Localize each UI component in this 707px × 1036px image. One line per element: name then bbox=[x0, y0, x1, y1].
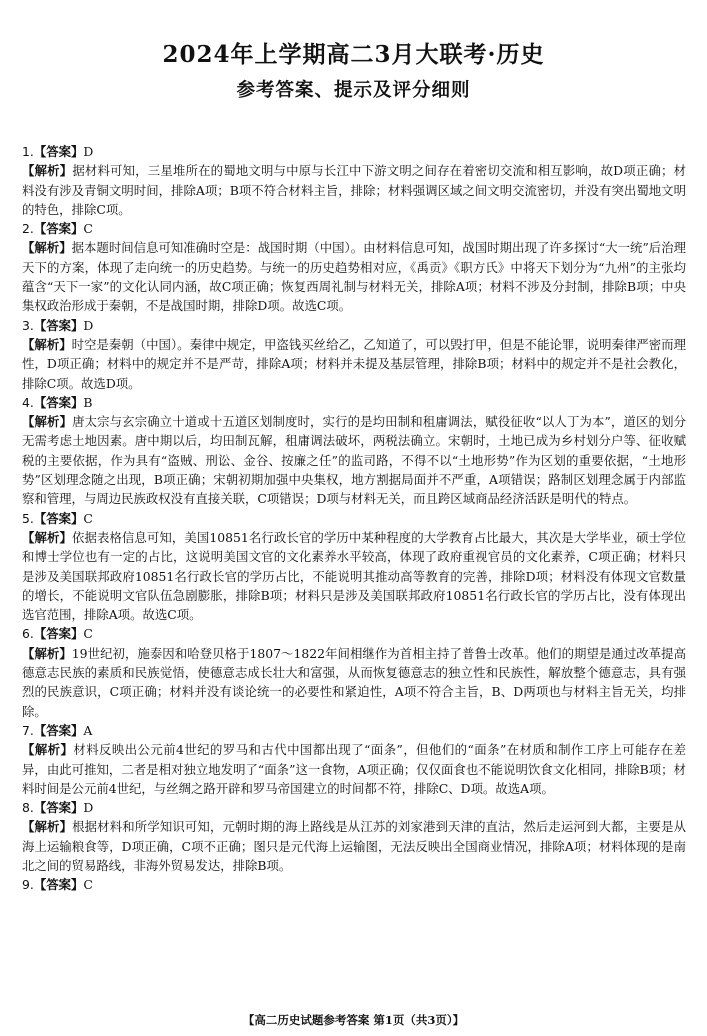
question-number: 9. bbox=[22, 877, 34, 893]
question-number: 4. bbox=[22, 394, 34, 410]
answer-label: 【答案】 bbox=[33, 722, 84, 738]
question-item bbox=[22, 875, 686, 894]
answer-line bbox=[22, 142, 686, 161]
answer-value: A bbox=[83, 722, 93, 738]
answer-label: 【答案】 bbox=[33, 800, 84, 816]
question-item bbox=[22, 142, 686, 219]
answer-label: 【答案】 bbox=[33, 877, 84, 893]
answer-label: 【答案】 bbox=[33, 510, 84, 526]
page-subtitle: 参考答案、提示及评分细则 bbox=[236, 80, 471, 101]
analysis-paragraph bbox=[22, 528, 686, 624]
answer-value: D bbox=[83, 800, 94, 816]
question-number: 1. bbox=[22, 144, 34, 159]
answer-value: D bbox=[83, 144, 94, 159]
answer-line bbox=[22, 509, 686, 528]
answer-line bbox=[22, 393, 686, 412]
analysis-text: 根据材料和所学知识可知，元朝时期的海上路线是从江苏的刘家港到天津的直沽，然后走运河到大都，主要是从海上运输粮食等，D项正确，C项不正确；图只是元代海上运输图，无法反映出全国商业情况，排除A项；材料体现的是南北之间的贸易路线，非海外贸易发达，排除B项。 bbox=[22, 819, 687, 873]
question-number: 3. bbox=[22, 317, 34, 333]
answer-line bbox=[22, 219, 686, 238]
page-title: 2024年上学期高二3月大联考·历史 bbox=[162, 41, 545, 68]
answer-label: 【答案】 bbox=[33, 626, 84, 642]
answer-line bbox=[22, 875, 686, 894]
question-item bbox=[22, 798, 686, 875]
question-number: 8. bbox=[22, 800, 34, 816]
answer-line bbox=[22, 316, 686, 335]
analysis-paragraph bbox=[22, 740, 686, 798]
analysis-label: 【解析】 bbox=[22, 819, 73, 835]
question-item bbox=[22, 509, 686, 625]
answer-line bbox=[22, 798, 686, 817]
analysis-text: 依据表格信息可知，美国10851名行政长官的学历中某种程度的大学教育占比最大，其次是大学毕业，硕士学位和博士学位也有一定的占比，这说明美国文官的文化素养水平较高，体现了政府重视官员的文化素养，C项正确；材料只是涉及美国联邦政府10851名行政长官的学历占比，不能说明其推动高等教育的完善，排除D项；材料没有体现文官数量的增长，不能说明文官队伍急剧膨胀，排除B项；材料只是涉及美国联邦政府10851名行政长官的学历占比，没有体现出选官范围，排除A项。故选C项。 bbox=[22, 529, 686, 623]
analysis-label: 【解析】 bbox=[22, 336, 72, 352]
analysis-text: 据本题时间信息可知准确时空是：战国时期（中国）。由材料信息可知，战国时期出现了许多探讨“大一统”后治理天下的方案，体现了走向统一的历史趋势。与统一的历史趋势相对应，《禹贡》《职方氏》中将天下划分为“九州”的主张均蕴含“天下一家”的文化认同内涵，故C项正确；恢复西周礼制与材料无关，排除A项；材料不涉及分封制，排除B项；中央集权政治形成于秦朝，不是战国时期，排除D项。故选C项。 bbox=[22, 240, 687, 314]
question-item bbox=[22, 316, 686, 393]
answer-list bbox=[22, 142, 686, 895]
question-item bbox=[22, 624, 686, 720]
analysis-paragraph bbox=[22, 644, 686, 721]
analysis-text: 材料反映出公元前4世纪的罗马和古代中国都出现了“面条”，但他们的“面条”在材质和制作工序上可能存在差异，由此可推知，二者是相对独立地发明了“面条”这一食物，A项正确；仅仅面食也不能说明饮食文化相同，排除B项；材料时间是公元前4世纪，与丝绸之路开辟和罗马帝国建立的时间都不符，排除C、D项。故选A项。 bbox=[22, 742, 687, 796]
analysis-label: 【解析】 bbox=[22, 414, 73, 430]
analysis-paragraph bbox=[22, 161, 686, 219]
question-number: 6. bbox=[22, 626, 34, 642]
answer-value: D bbox=[83, 317, 94, 333]
analysis-label: 【解析】 bbox=[22, 529, 72, 545]
question-number: 5. bbox=[22, 510, 34, 526]
answer-line bbox=[22, 721, 686, 740]
analysis-paragraph bbox=[22, 335, 686, 393]
analysis-label: 【解析】 bbox=[22, 645, 72, 661]
question-number: 2. bbox=[22, 221, 34, 237]
question-item bbox=[22, 219, 686, 315]
analysis-paragraph bbox=[22, 412, 686, 508]
answer-value: B bbox=[83, 394, 93, 410]
answer-label: 【答案】 bbox=[33, 394, 84, 410]
analysis-label: 【解析】 bbox=[22, 742, 74, 758]
answer-line bbox=[22, 624, 686, 643]
answer-label: 【答案】 bbox=[33, 317, 84, 333]
analysis-text: 唐太宗与玄宗确立十道或十五道区划制度时，实行的是均田制和租庸调法，赋役征收“以人丁为本”，道区的划分无需考虑土地因素。唐中期以后，均田制瓦解，租庸调法破坏，两税法确立。宋朝时，土地已成为乡村划分户等、征收赋税的主要依据，作为具有“盗贼、刑讼、金谷、按廉之任”的监司路，不得不以“土地形势”作为区划的重要依据，“土地形势”区划理念随之出现，B项正确；宋朝初期加强中央集权，地方割据局面并不严重，A项错误；路制区划理念属于内部监察和管理，与周边民族政权没有直接关联，C项错误；D项与材料无关，而且跨区域商品经济活跃是明代的特点。 bbox=[22, 414, 686, 507]
analysis-paragraph bbox=[22, 817, 686, 875]
page-footer: 【高二历史试题参考答案 第1页（共3页）】 bbox=[242, 1013, 465, 1027]
analysis-text: 19世纪初，施泰因和哈登贝格于1807～1822年间相继作为首相主持了普鲁士改革。他们的期望是通过改革提高德意志民族的素质和民族觉悟，使德意志成长壮大和富强，从而恢复德意志的独立性和民族性，解放整个德意志，具有强烈的民族意识，C项正确；材料并没有谈论统一的必要性和紧迫性，A项不符合主旨，B、D两项也与材料主旨无关，均排除。 bbox=[22, 645, 686, 719]
analysis-text: 时空是秦朝（中国）。秦律中规定，甲盗钱买丝给乙，乙知道了，可以毁打甲，但是不能论罪，说明秦律严密而理性，D项正确；材料中的规定并不是严苛，排除A项；材料并未提及基层管理，排除B项；材料中的规定并不是社会教化，排除C项。故选D项。 bbox=[22, 336, 686, 391]
answer-label: 【答案】 bbox=[33, 144, 84, 159]
question-item bbox=[22, 393, 686, 509]
answer-value: C bbox=[83, 626, 93, 642]
answer-label: 【答案】 bbox=[33, 221, 84, 237]
answer-value: C bbox=[83, 877, 93, 893]
answer-value: C bbox=[83, 221, 93, 237]
analysis-label: 【解析】 bbox=[22, 240, 72, 256]
question-item bbox=[22, 721, 686, 798]
analysis-label: 【解析】 bbox=[22, 163, 73, 179]
answer-value: C bbox=[83, 510, 93, 526]
question-number: 7. bbox=[22, 722, 34, 738]
analysis-paragraph bbox=[22, 238, 686, 315]
analysis-text: 据材料可知，三星堆所在的蜀地文明与中原与长江中下游文明之间存在着密切交流和相互影响，故D项正确；材料没有涉及青铜文明时间，排除A项；B项不符合材料主旨，排除；材料强调区域之间文明交流密切，并没有突出蜀地文明的特色，排除C项。 bbox=[22, 163, 686, 217]
